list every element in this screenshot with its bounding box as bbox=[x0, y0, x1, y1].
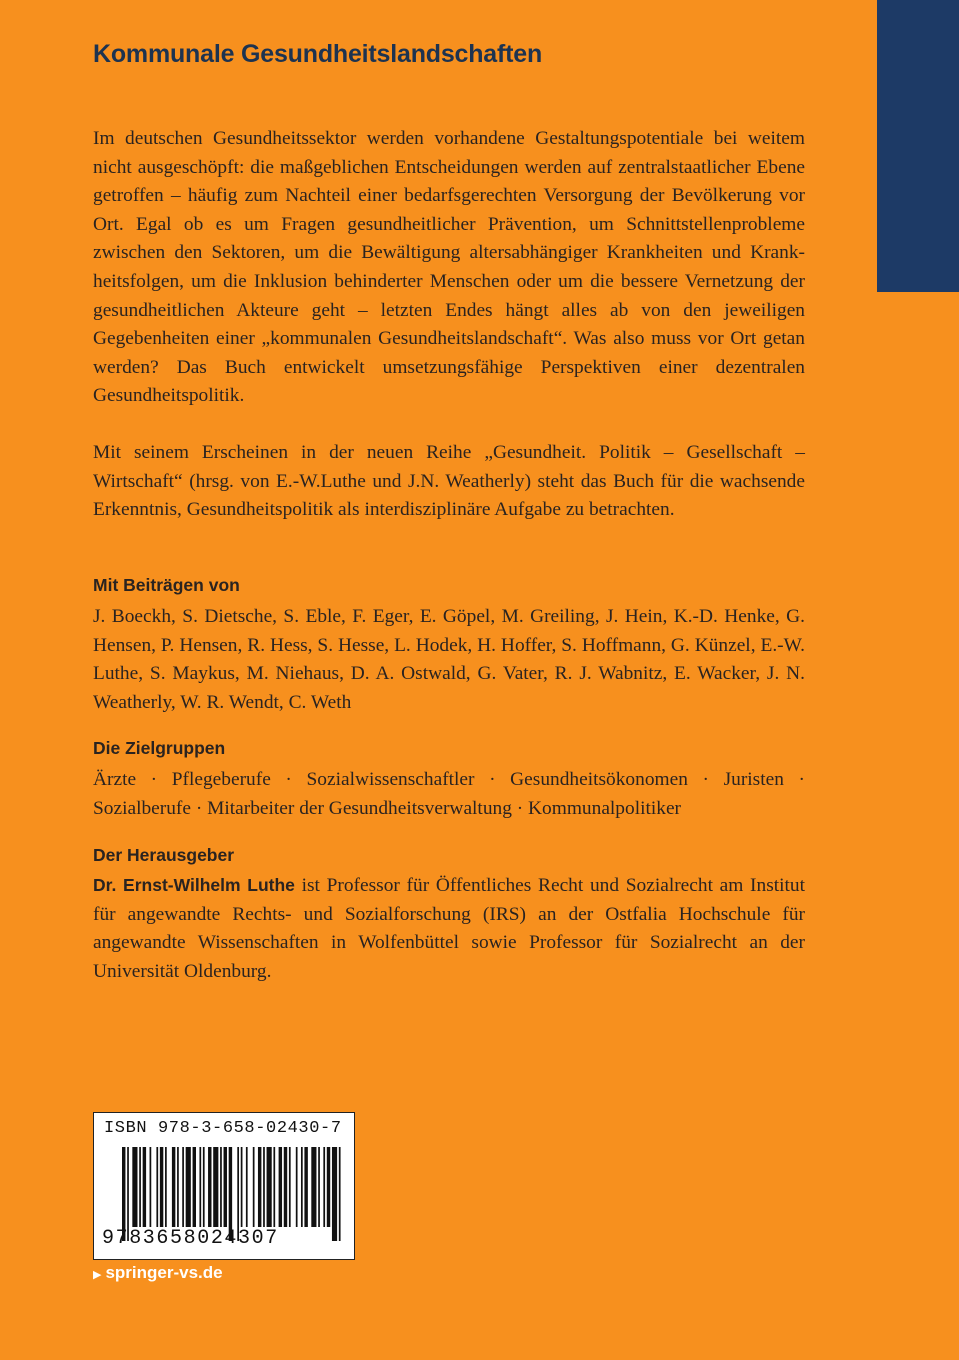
barcode-bar bbox=[203, 1147, 205, 1227]
barcode-bar bbox=[327, 1147, 330, 1227]
barcode-bar bbox=[224, 1147, 227, 1227]
barcode-bar bbox=[132, 1147, 137, 1227]
isbn-digits: 9783658024307 bbox=[102, 1227, 279, 1250]
barcode-bar bbox=[296, 1147, 298, 1227]
barcode-bar bbox=[311, 1147, 316, 1227]
barcode-bar bbox=[160, 1147, 163, 1227]
barcode-bar bbox=[182, 1147, 184, 1227]
barcode-bar bbox=[318, 1147, 320, 1227]
barcode-bar bbox=[150, 1147, 152, 1227]
barcode-bar bbox=[213, 1147, 218, 1227]
barcode-bar bbox=[301, 1147, 303, 1227]
editor-heading: Der Herausgeber bbox=[93, 845, 235, 865]
editor-bio bbox=[93, 871, 805, 986]
target-groups-heading: Die Zielgruppen bbox=[93, 738, 226, 758]
barcode-bar bbox=[267, 1147, 272, 1227]
barcode-bar bbox=[186, 1147, 191, 1227]
target-groups-list: Ärzte · Pflegeberufe · Sozialwissenschaftler · Gesundheitsökonomen · Juristen · Sozialberufe · Mitarbeiter der Gesundheitsverwaltung · Kommunalpolitiker bbox=[93, 769, 805, 819]
editor-name: Dr. Ernst-Wilhelm Luthe bbox=[93, 875, 295, 895]
barcode-bar bbox=[304, 1147, 307, 1227]
barcode-bar bbox=[193, 1147, 196, 1227]
barcode-bar bbox=[246, 1147, 248, 1227]
barcode-bar bbox=[139, 1147, 141, 1227]
barcode-bar bbox=[284, 1147, 287, 1227]
publisher-url[interactable] bbox=[93, 1263, 223, 1283]
contributors-heading: Mit Beiträgen von bbox=[93, 575, 240, 595]
barcode-bar bbox=[241, 1147, 243, 1227]
barcode-bar bbox=[165, 1147, 167, 1227]
barcode-bar bbox=[172, 1147, 175, 1227]
isbn-label: ISBN 978-3-658-02430-7 bbox=[104, 1119, 342, 1138]
barcode-bar bbox=[208, 1147, 211, 1227]
contributors-list: J. Boeckh, S. Dietsche, S. Eble, F. Eger, E. Göpel, M. Greiling, J. Hein, K.-D. Henke, G. Hensen, P. Hensen, R. Hess, S. Hesse, L. Hodek, H. Hoffer, S. Hoffmann, G. Künzel, E.-W. Luthe, S. Maykus, M. Niehaus, D. A. Ostwald, G. Vater, R. J. Wabnitz, E. Wacker, J. N. Weatherly, W. R. Wendt, C. Weth bbox=[93, 606, 805, 713]
barcode-bar bbox=[263, 1147, 265, 1227]
barcode-bar bbox=[253, 1147, 255, 1227]
arrow-right-icon: ▶ bbox=[93, 1268, 102, 1281]
editor-bio-text: ist Professor für Öffentliches Recht und Sozialrecht am Institut für angewandte Rechts- und Sozialforschung (IRS) an der Ostfalia Hochschule für angewandte Wissenschaften in Wolfenbüttel sowie Professor für Sozialrecht an der Universität Oldenburg. bbox=[93, 875, 805, 982]
barcode-bar bbox=[258, 1147, 261, 1227]
barcode-bar bbox=[199, 1147, 201, 1227]
barcode-bar bbox=[289, 1147, 291, 1227]
barcode-bar bbox=[279, 1147, 282, 1227]
barcode-bar bbox=[339, 1147, 341, 1241]
barcode-bar bbox=[273, 1147, 275, 1227]
book-title: Kommunale Gesundheitslandschaften bbox=[93, 40, 543, 68]
side-color-band bbox=[877, 0, 959, 292]
description-paragraph-2: Mit seinem Erscheinen in der neuen Reihe „Gesundheit. Politik – Gesellschaft – Wirtschaft“ (hrsg. von E.-W.Luthe und J.N. Weatherly) steht das Buch für die wachsende Erkenntnis, Gesundheitspolitik als interdisziplinäre Aufgabe zu betrachten. bbox=[93, 442, 805, 521]
barcode-bar bbox=[156, 1147, 158, 1227]
barcode-bar bbox=[220, 1147, 222, 1227]
barcode-bar bbox=[143, 1147, 146, 1227]
barcode-bar bbox=[323, 1147, 325, 1227]
description-paragraph-1: Im deutschen Gesundheitssektor werden vorhandene Gestaltungspotentiale bei weitem nicht ausgeschöpft: die maßgeblichen Entscheidungen werden auf zentralstaatlicher Ebene getroffen – häufig zum Nachteil einer bedarfsgerechten Versorgung der Bevölkerung vor Ort. Egal ob es um Fragen gesundheitlicher Prävention, um Schnittstellenprobleme zwischen den Sektoren, um die Bewältigung altersabhängiger Krankheiten und Krankheitsfolgen, um die Inklusion behinderter Menschen oder um die bessere Vernetzung der gesundheitlichen Akteure geht – letzten Endes hängt alles ab von den jeweiligen Gegebenheiten einer „kommunalen Gesundheitslandschaft“. Was also muss vor Ort getan werden? Das Buch entwickelt umsetzungsfähige Perspektiven einer dezentralen Gesundheitspolitik. bbox=[93, 128, 805, 407]
publisher-url-text: springer-vs.de bbox=[105, 1263, 223, 1282]
isbn-barcode bbox=[93, 1112, 355, 1260]
barcode-bar bbox=[177, 1147, 179, 1227]
barcode-bar bbox=[332, 1147, 337, 1241]
